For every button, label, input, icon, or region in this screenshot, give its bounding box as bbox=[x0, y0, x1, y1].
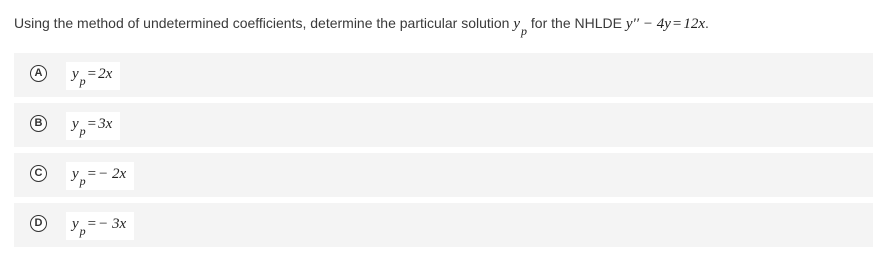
question-middle: for the NHLDE bbox=[530, 15, 622, 31]
answer-options bbox=[14, 53, 873, 253]
option-a[interactable] bbox=[14, 53, 873, 97]
option-letter-d: D bbox=[30, 215, 47, 232]
option-letter-b: B bbox=[30, 115, 47, 132]
particular-solution-symbol: $y_p$ bbox=[513, 16, 528, 38]
option-letter-c: C bbox=[30, 165, 47, 182]
option-c-answer: $y_p$ = − 2x bbox=[66, 162, 134, 190]
differential-equation: y′′ − 4y = 12x bbox=[625, 16, 705, 32]
option-c[interactable] bbox=[14, 153, 873, 197]
question-intro: Using the method of undetermined coefficients, determine the particular solution bbox=[14, 15, 510, 31]
question-text bbox=[14, 10, 874, 36]
option-a-answer: $y_p = 2x$ bbox=[66, 62, 120, 90]
option-d[interactable] bbox=[14, 203, 873, 247]
option-b-answer: $y_p = 3x$ bbox=[66, 112, 120, 140]
option-letter-a: A bbox=[30, 65, 47, 82]
question-end: . bbox=[705, 15, 709, 31]
option-b[interactable] bbox=[14, 103, 873, 147]
option-d-answer: $y_p$ = − 3x bbox=[66, 212, 134, 240]
